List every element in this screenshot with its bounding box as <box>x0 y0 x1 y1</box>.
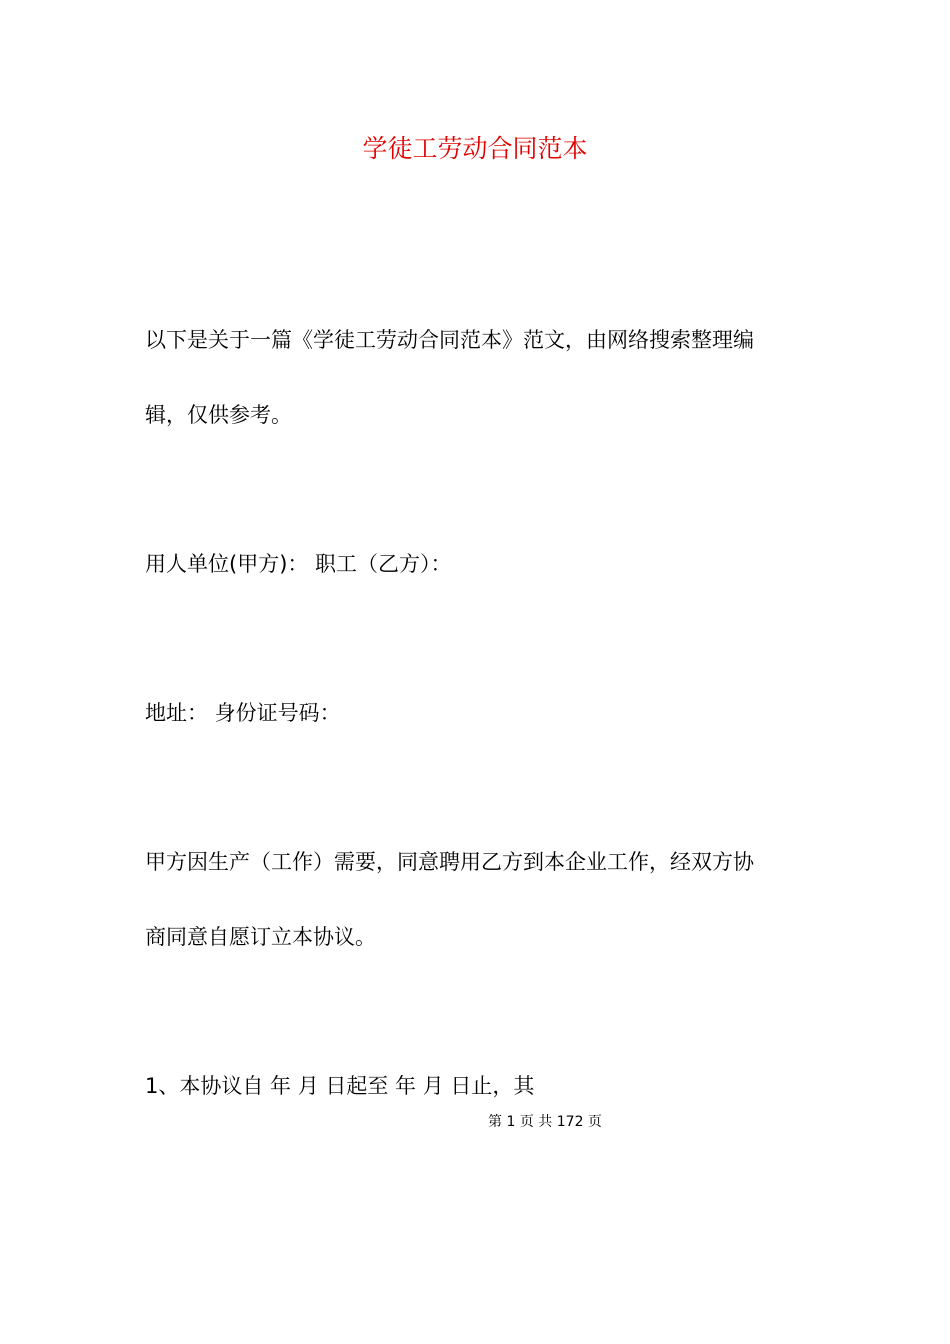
paragraph-line: 甲方因生产（工作）需要，同意聘用乙方到本企业工作，经双方协 <box>145 850 754 874</box>
paragraph-line: 用人单位(甲方)： 职工（乙方）： <box>145 552 452 576</box>
paragraph-line: 辑，仅供参考。 <box>145 403 292 427</box>
paragraph-line: 1、本协议自 年 月 日起至 年 月 日止，其 <box>145 1074 535 1098</box>
paragraph-line: 以下是关于一篇《学徒工劳动合同范本》范文，由网络搜索整理编 <box>145 328 754 352</box>
document-title: 学徒工劳动合同范本 <box>362 134 588 163</box>
paragraph-line: 商同意自愿订立本协议。 <box>145 925 376 949</box>
page-footer: 第 1 页 共 172 页 <box>488 1114 602 1130</box>
paragraph-line: 地址： 身份证号码： <box>145 701 341 725</box>
